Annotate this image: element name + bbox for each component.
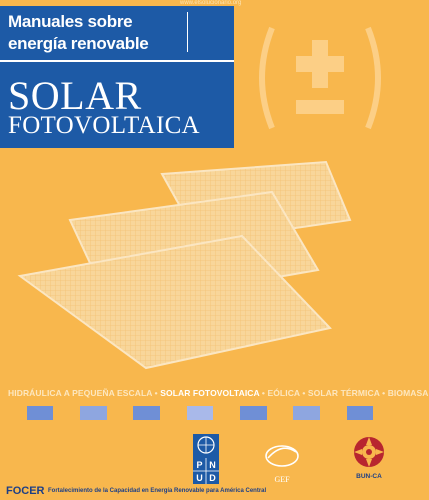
book-title: SOLAR	[8, 73, 142, 118]
undp-letter: U	[196, 473, 203, 483]
bun-ca-label: BUN-CA	[356, 473, 382, 480]
tech-item-solar-thermal: SOLAR TÉRMICA	[307, 388, 380, 398]
tech-separator: •	[152, 388, 161, 398]
undp-letter: P	[196, 460, 203, 470]
color-strip-segment	[53, 406, 80, 420]
technology-list	[8, 388, 429, 398]
gef-label: GEF	[274, 475, 290, 484]
tech-item-wind: EÓLICA	[267, 388, 300, 398]
undp-letter: N	[209, 460, 216, 470]
color-strip-segment	[107, 406, 134, 420]
book-subtitle: FOTOVOLTAICA	[8, 112, 200, 139]
color-strip-segment	[0, 406, 27, 420]
color-strip-segment	[267, 406, 294, 420]
color-strip-segment	[187, 406, 214, 420]
color-strip-segment	[80, 406, 107, 420]
color-strip-segment	[240, 406, 267, 420]
solar-panels-illustration	[0, 150, 400, 380]
tech-item-hydro: HIDRÁULICA A PEQUEÑA ESCALA	[8, 388, 153, 398]
color-strip-segment	[320, 406, 347, 420]
color-strip-segment	[160, 406, 187, 420]
color-strip-segment	[27, 406, 54, 420]
title-divider	[0, 60, 234, 62]
undp-logo	[193, 434, 219, 484]
plus-minus-icon	[250, 18, 390, 138]
color-strip-segment	[373, 406, 400, 420]
undp-letter: D	[209, 473, 216, 483]
color-strip-segment	[347, 406, 374, 420]
title-divider-vertical	[187, 12, 188, 52]
tech-separator: •	[379, 388, 388, 398]
color-strip	[0, 406, 400, 420]
color-strip-segment	[293, 406, 320, 420]
color-strip-segment	[213, 406, 240, 420]
source-url: www.elsolucionario.org	[180, 0, 242, 6]
bun-ca-logo	[352, 434, 386, 482]
tech-item-biomass: BIOMASA	[387, 388, 429, 398]
tech-separator: •	[259, 388, 268, 398]
gef-logo	[262, 438, 302, 484]
tech-separator: •	[299, 388, 308, 398]
series-title-line2: energía renovable	[8, 34, 149, 53]
focer-description: Fortalecimiento de la Capacidad en Energía Renovable para América Central	[48, 488, 267, 494]
focer-acronym: FOCER	[6, 485, 45, 497]
series-title-line1: Manuales sobre	[8, 12, 133, 31]
tech-item-solar-pv: SOLAR FOTOVOLTAICA	[160, 388, 260, 398]
color-strip-segment	[133, 406, 160, 420]
